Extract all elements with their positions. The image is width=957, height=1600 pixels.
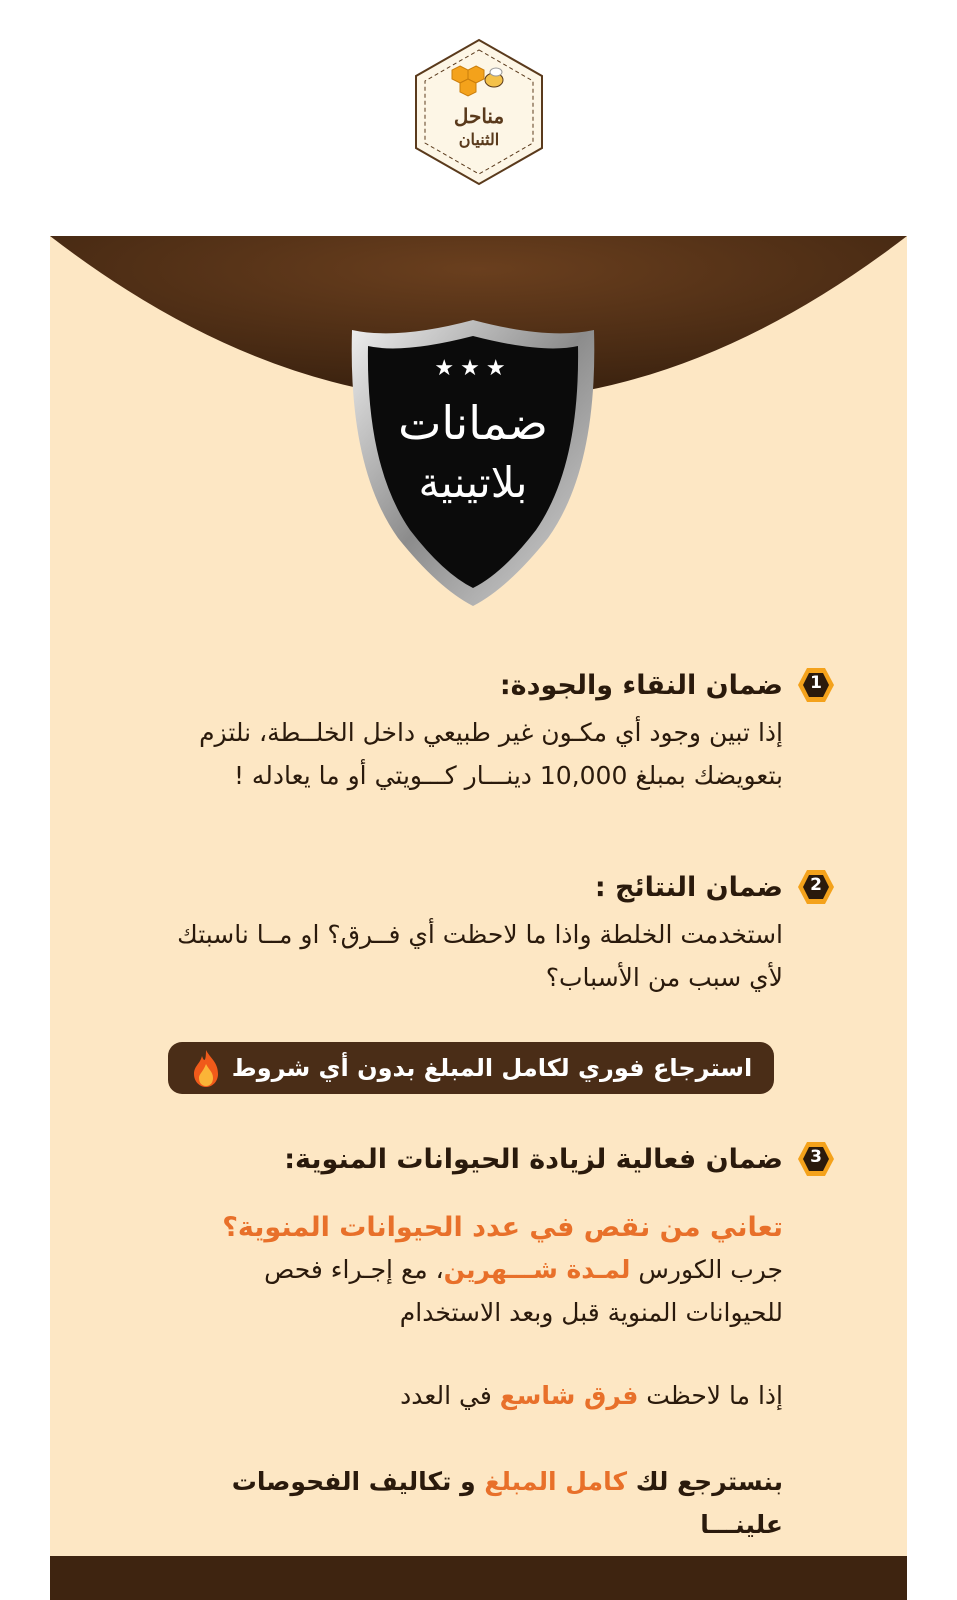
highlight-full-amount: كامل المبلغ xyxy=(484,1467,628,1496)
logo-name-line2: الثنيان xyxy=(458,130,500,149)
section-3-question: تعاني من نقص في عدد الحيوانات المنوية؟ xyxy=(222,1212,783,1243)
highlight-difference: فرق شاسع xyxy=(499,1381,639,1410)
section-3-paragraph-3 xyxy=(163,1460,783,1546)
section-1-heading xyxy=(500,666,835,704)
badge-number: 2 xyxy=(810,875,822,895)
section-1-title: ضمان النقاء والجودة: xyxy=(499,669,783,701)
number-badge-2 xyxy=(797,868,835,906)
instant-refund-banner xyxy=(168,1042,774,1094)
text-part: في العدد xyxy=(400,1381,500,1410)
section-3-paragraph-2 xyxy=(163,1374,783,1417)
section-2-title: ضمان النتائج : xyxy=(594,871,783,903)
shield-title-line1: ضمانات xyxy=(398,396,548,450)
section-3-paragraph-1 xyxy=(163,1248,783,1334)
text-part: بنسترجع لك xyxy=(627,1467,783,1496)
number-badge-3 xyxy=(797,1140,835,1178)
number-badge-1 xyxy=(797,666,835,704)
logo-name-line1: مناحل xyxy=(453,104,505,128)
badge-number: 3 xyxy=(810,1147,822,1167)
text-part: إذا ما لاحظت xyxy=(638,1381,783,1410)
highlight-duration: لمـدة شـــهرين xyxy=(443,1255,631,1284)
fire-icon xyxy=(190,1048,222,1088)
text-part: ، مع إجـراء فحص للحيوانات المنوية قبل وبعد الاستخدام xyxy=(264,1255,783,1327)
badge-number: 1 xyxy=(810,673,822,693)
text-part: و تكاليف الفحوصات علينـــا xyxy=(231,1467,783,1539)
honeycomb-bee-icon xyxy=(448,64,508,98)
shield-stars: ★★★ xyxy=(434,356,512,381)
section-3-title: ضمان فعالية لزيادة الحيوانات المنوية: xyxy=(284,1143,783,1175)
text-part: جرب الكورس xyxy=(630,1255,783,1284)
section-2-heading xyxy=(595,868,835,906)
refund-text: استرجاع فوري لكامل المبلغ بدون أي شروط xyxy=(231,1054,753,1082)
section-1-body: إذا تبين وجود أي مكـون غير طبيعي داخل الخلــطة، نلتزم بتعويضك بمبلغ 10,000 دينـــار كـــويتي أو ما يعادله ! xyxy=(199,718,783,790)
guarantees-card xyxy=(50,236,907,1600)
section-3-heading xyxy=(284,1140,835,1178)
section-2-body: استخدمت الخلطة واذا ما لاحظت أي فــرق؟ او مــا ناسبتك لأي سبب من الأسباب؟ xyxy=(177,920,783,992)
bottom-brown-band xyxy=(50,1556,907,1600)
brand-logo xyxy=(412,38,546,186)
shield-title-line2: بلاتينية xyxy=(418,458,528,507)
